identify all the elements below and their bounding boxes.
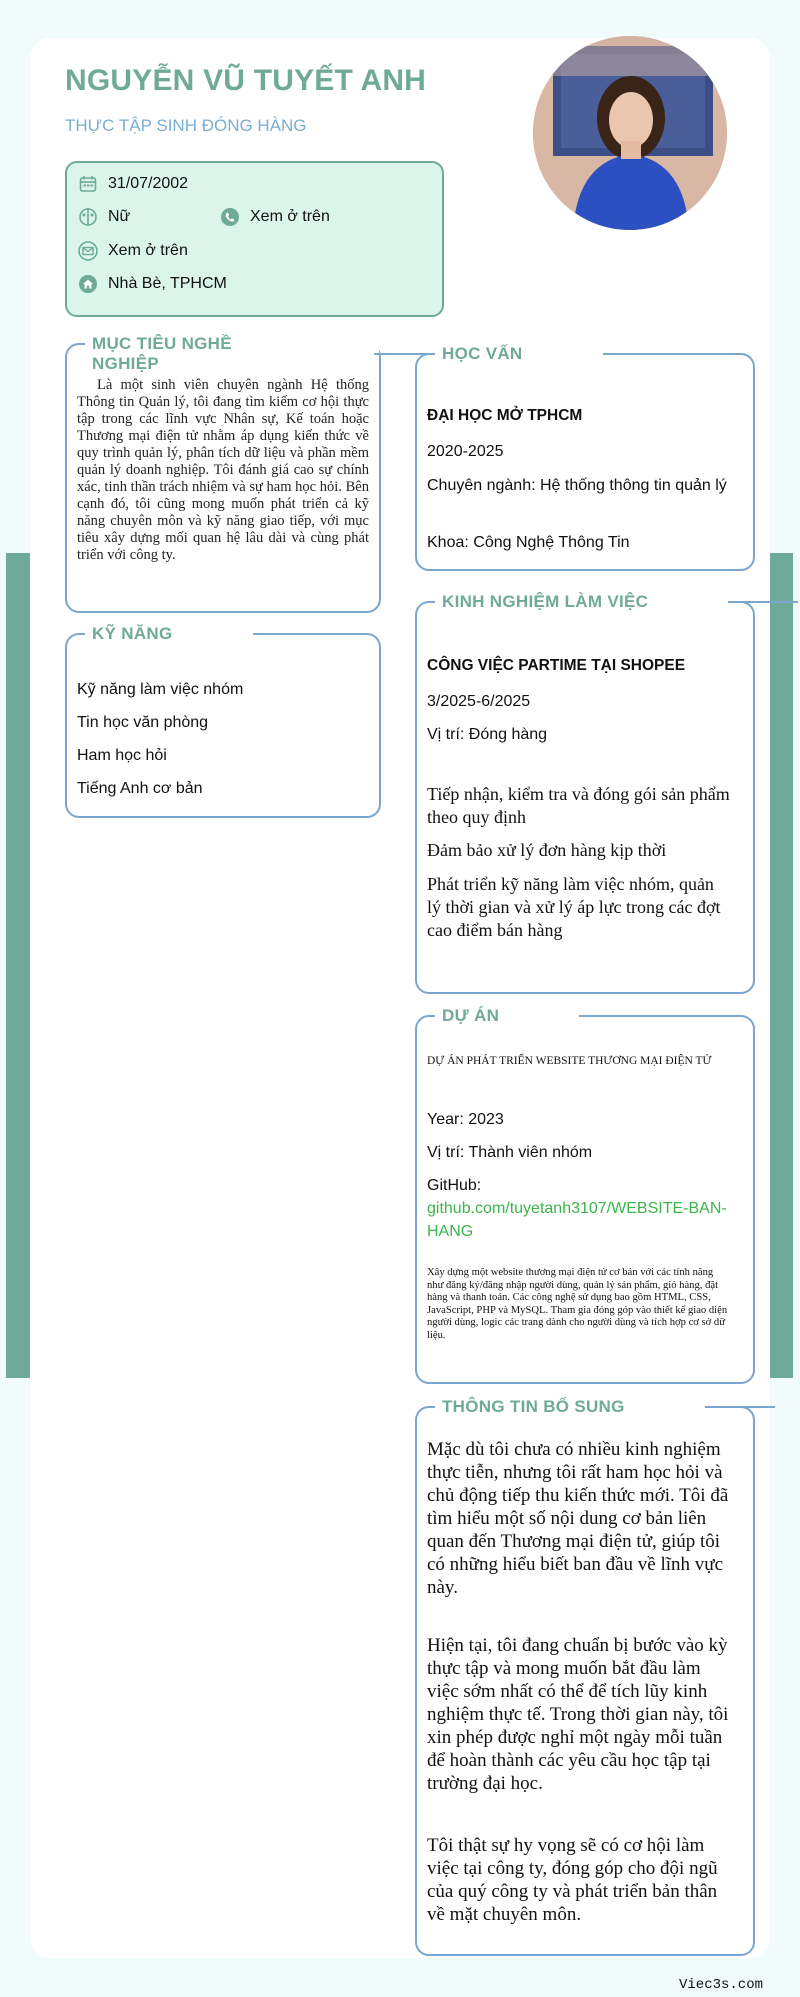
objective-text: Là một sinh viên chuyên ngành Hệ thống Thông tin Quản lý, tôi đang tìm kiếm cơ hội thực tập trong các lĩnh vực Nhân sự, Kế toán hoặc Thương mại điện tử nhằm áp dụng kiến thức về quy trình quản lý, phân tích dữ liệu và phần mềm quản lý doanh nghiệp. Tôi đánh giá cao sự chính xác, tinh thần trách nhiệm và sự ham học hỏi. Bên cạnh đó, tôi cũng mong muốn phát triển cả kỹ năng chuyên môn và kỹ năng giao tiếp, với mục tiêu xây dựng mối quan hệ lâu dài và cùng phát triển với công ty. bbox=[77, 377, 369, 563]
email-row bbox=[77, 240, 188, 262]
gender-value: Nữ bbox=[108, 208, 131, 225]
gender-icon bbox=[77, 206, 99, 228]
project-position: Vị trí: Thành viên nhóm bbox=[427, 1144, 593, 1161]
job-period: 3/2025-6/2025 bbox=[427, 693, 531, 710]
project-year: Year: 2023 bbox=[427, 1111, 504, 1128]
left-decor-band bbox=[6, 553, 30, 1378]
candidate-name: NGUYỄN VŨ TUYẾT ANH bbox=[65, 64, 427, 97]
avatar bbox=[533, 36, 727, 230]
job-task: Tiếp nhận, kiểm tra và đóng gói sản phẩm theo quy định bbox=[427, 784, 730, 827]
contact-card bbox=[65, 161, 444, 317]
github-label: GitHub: bbox=[427, 1177, 482, 1194]
education-title: HỌC VẤN bbox=[435, 344, 611, 364]
education-years: 2020-2025 bbox=[427, 443, 504, 460]
additional-paragraph: Tôi thật sự hy vọng sẽ có cơ hội làm việc tại công ty, đóng góp cho đội ngũ của quý công ty và phát triển bản thân về mặt chuyên môn. bbox=[427, 1835, 718, 1925]
additional-paragraph: Mặc dù tôi chưa có nhiều kinh nghiệm thực tiễn, nhưng tôi rất ham học hỏi và chủ động tiếp thu kiến thức mới. Tôi đã tìm hiểu một số nội dung cơ bản liên quan đến Thương mại điện tử, giúp tôi có những hiểu biết ban đầu về lĩnh vực này. bbox=[427, 1439, 729, 1598]
right-decor-band bbox=[769, 553, 793, 1378]
job-title: THỰC TẬP SINH ĐÓNG HÀNG bbox=[65, 116, 307, 135]
skills-title: KỸ NĂNG bbox=[85, 624, 261, 644]
additional-paragraph: Hiện tại, tôi đang chuẩn bị bước vào kỳ thực tập và mong muốn bắt đầu làm việc sớm nhất có thể để tích lũy kinh nghiệm thực tế. Trong thời gian này, tôi xin phép được nghỉ một ngày mỗi tuần để hoàn thành các yêu cầu học tập tại trường đại học. bbox=[427, 1635, 729, 1794]
project-description: Xây dựng một website thương mại điện tử cơ bản với các tính năng như đăng ký/đăng nhập người dùng, quản lý sản phẩm, giỏ hàng, đặt hàng và thanh toán. Các công nghệ sử dụng bao gồm HTML, CSS, JavaScript, PHP và MySQL. Tham gia đóng góp vào thiết kế giao diện người dùng, logic các trang dành cho người dùng và tích hợp cơ sở dữ liệu. bbox=[427, 1267, 728, 1341]
home-icon bbox=[77, 273, 99, 295]
objective-section bbox=[65, 334, 381, 613]
address-value: Nhà Bè, TPHCM bbox=[108, 275, 227, 292]
education-major: Chuyên ngành: Hệ thống thông tin quản lý bbox=[427, 477, 727, 494]
skills-section bbox=[65, 624, 381, 818]
address-row bbox=[77, 273, 227, 295]
email-icon bbox=[77, 240, 99, 262]
phone-icon bbox=[219, 206, 241, 228]
school-name: ĐẠI HỌC MỞ TPHCM bbox=[427, 407, 583, 424]
experience-title: KINH NGHIỆM LÀM VIỆC bbox=[435, 592, 736, 612]
birthday-row bbox=[77, 173, 188, 195]
projects-section bbox=[415, 1006, 755, 1384]
projects-title: DỰ ÁN bbox=[435, 1006, 587, 1026]
calendar-icon bbox=[77, 173, 99, 195]
job-task: Phát triển kỹ năng làm việc nhóm, quản lý thời gian và xử lý áp lực trong các đợt cao điểm bán hàng bbox=[427, 874, 721, 940]
job-position: Vị trí: Đóng hàng bbox=[427, 726, 548, 743]
skill-item: Tiếng Anh cơ bản bbox=[77, 780, 203, 797]
job-name: CÔNG VIỆC PARTIME TẠI SHOPEE bbox=[427, 657, 686, 674]
project-name: DỰ ÁN PHÁT TRIỂN WEBSITE THƯƠNG MẠI ĐIỆN TỬ bbox=[427, 1055, 712, 1067]
additional-section bbox=[415, 1397, 755, 1956]
skill-item: Ham học hỏi bbox=[77, 747, 167, 764]
experience-section bbox=[415, 592, 755, 994]
education-faculty: Khoa: Công Nghệ Thông Tin bbox=[427, 534, 630, 551]
education-section bbox=[415, 344, 755, 571]
phone-row bbox=[219, 206, 330, 228]
skill-item: Tin học văn phòng bbox=[77, 714, 209, 731]
email-value: Xem ở trên bbox=[108, 242, 188, 259]
objective-title: MỤC TIÊU NGHỀ NGHIỆP bbox=[85, 334, 379, 374]
gender-row bbox=[77, 206, 130, 228]
additional-title: THÔNG TIN BỔ SUNG bbox=[435, 1397, 713, 1417]
phone-value: Xem ở trên bbox=[250, 208, 330, 225]
birthday-value: 31/07/2002 bbox=[108, 175, 189, 192]
watermark: Viec3s.com bbox=[678, 1977, 763, 1993]
github-link[interactable]: github.com/tuyetanh3107/WEBSITE-BAN-HANG bbox=[427, 1200, 727, 1240]
job-task: Đảm bảo xử lý đơn hàng kịp thời bbox=[427, 840, 667, 860]
skill-item: Kỹ năng làm việc nhóm bbox=[77, 681, 244, 698]
